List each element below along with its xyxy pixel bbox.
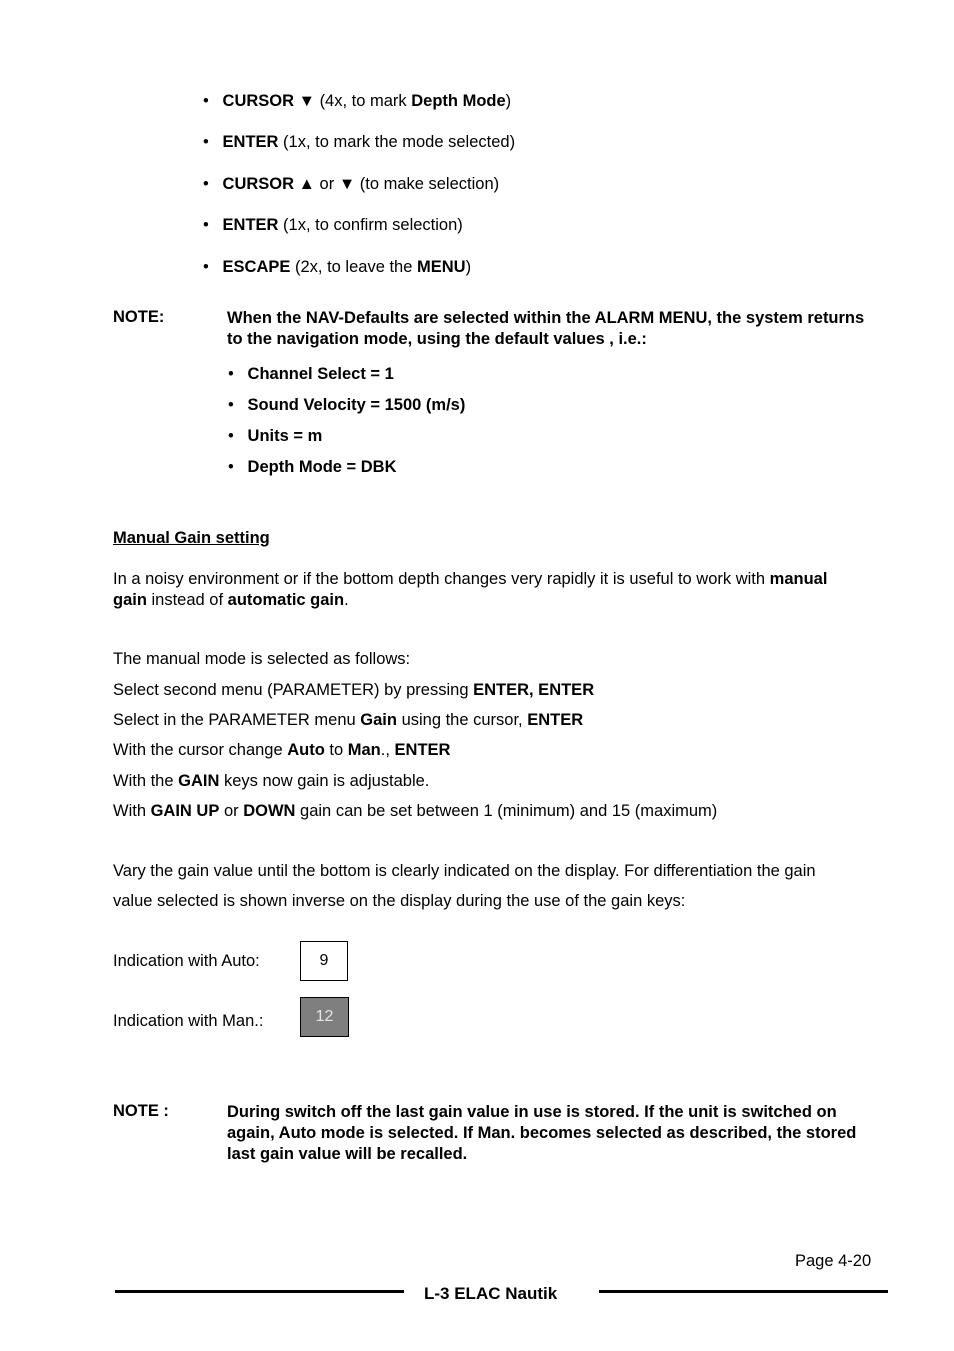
bullet: • [203, 133, 209, 151]
instruction-line: Select second menu (PARAMETER) by pressing ENTER, ENTER [113, 681, 595, 699]
bullet: • [203, 258, 209, 276]
instruction-line: With GAIN UP or DOWN gain can be set between 1 (minimum) and 15 (maximum) [113, 802, 718, 820]
bullet: • [203, 216, 209, 234]
footer-rule-left [115, 1290, 404, 1293]
auto-gain-value: 9 [319, 952, 329, 969]
instruction-line: With the cursor change Auto to Man., ENTER [113, 741, 451, 759]
step-item: • CURSOR ▲ or ▼ (to make selection) [203, 175, 500, 193]
key-name: CURSOR [222, 92, 295, 110]
section-heading: Manual Gain setting [113, 529, 270, 547]
note-label: NOTE: [113, 308, 165, 326]
note-text: When the NAV-Defaults are selected within the ALARM MENU, the system returns to the navigation mode, using the default values , i.e.: [227, 309, 865, 348]
note-label: NOTE : [113, 1102, 169, 1120]
footer-rule-right [599, 1290, 888, 1293]
list-item: • Units = m [228, 427, 323, 445]
footer-company: L-3 ELAC Nautik [424, 1284, 558, 1303]
man-gain-display [300, 997, 349, 1037]
bullet: • [203, 92, 209, 110]
key-name: ESCAPE [222, 258, 291, 276]
step-item: • CURSOR ▼ (4x, to mark Depth Mode) [203, 92, 512, 110]
up-down-arrow-icon: ▲ or ▼ [294, 175, 360, 193]
vary-paragraph-line2: value selected is shown inverse on the display during the use of the gain keys: [113, 892, 686, 910]
page-number: Page 4-20 [795, 1252, 872, 1270]
list-item: • Channel Select = 1 [228, 365, 394, 383]
step-item: • ESCAPE (2x, to leave the MENU) [203, 258, 472, 276]
key-name: ENTER [222, 216, 279, 234]
intro-paragraph-line1: In a noisy environment or if the bottom depth changes very rapidly it is useful to work with manual [113, 570, 828, 588]
bullet: • [203, 175, 209, 193]
key-name: CURSOR [222, 175, 295, 193]
step-item: • ENTER (1x, to mark the mode selected) [203, 133, 516, 151]
key-name: ENTER [222, 133, 279, 151]
man-gain-value: 12 [315, 1008, 334, 1025]
man-indication-label: Indication with Man.: [113, 1012, 264, 1030]
down-arrow-icon: ▼ [294, 92, 320, 110]
intro-paragraph-line2: gain instead of automatic gain. [113, 591, 349, 609]
vary-paragraph-line1: Vary the gain value until the bottom is clearly indicated on the display. For differentiation the gain [113, 862, 816, 880]
auto-indication-label: Indication with Auto: [113, 952, 260, 970]
instruction-line: With the GAIN keys now gain is adjustable. [113, 772, 430, 790]
note-text: During switch off the last gain value in use is stored. If the unit is switched on again, Auto mode is selected. If Man. becomes selected as described, the stored last gain value will be recalled. [227, 1103, 857, 1163]
auto-gain-display [300, 941, 348, 981]
mode-intro: The manual mode is selected as follows: [113, 650, 411, 668]
step-item: • ENTER (1x, to confirm selection) [203, 216, 463, 234]
list-item: • Depth Mode = DBK [228, 458, 397, 476]
list-item: • Sound Velocity = 1500 (m/s) [228, 396, 466, 414]
instruction-line: Select in the PARAMETER menu Gain using the cursor, ENTER [113, 711, 584, 729]
